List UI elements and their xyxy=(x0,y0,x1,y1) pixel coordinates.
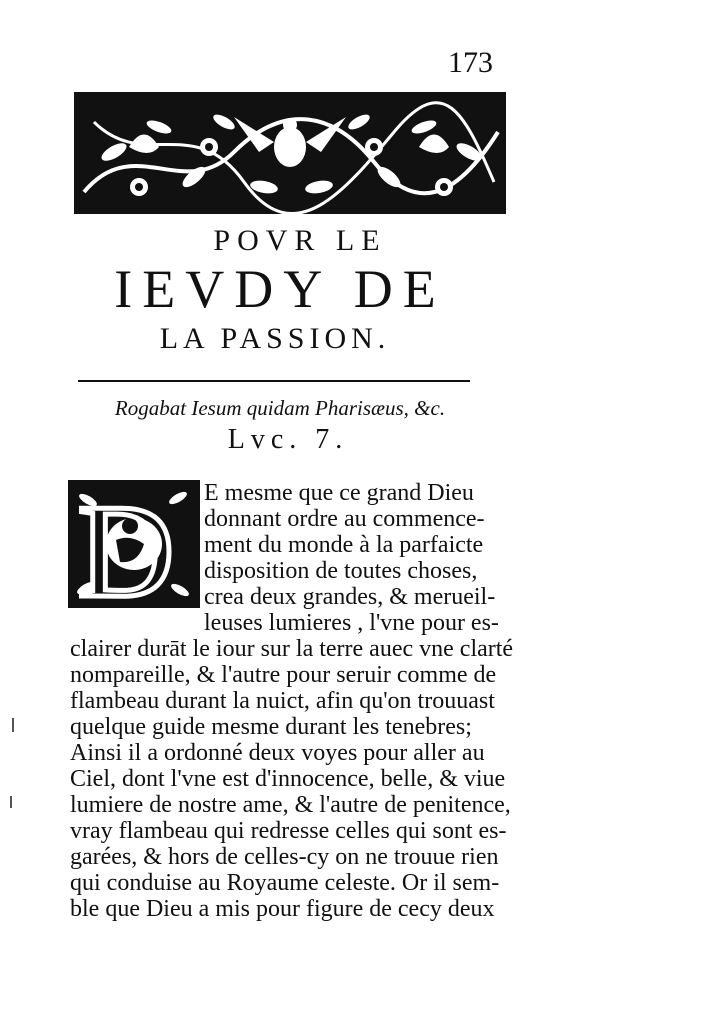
margin-mark xyxy=(12,718,14,732)
decorated-drop-cap xyxy=(68,480,200,608)
title-line-3: LA PASSION. xyxy=(159,322,391,355)
body-line: flambeau durant la nuict, afin qu'on trouuast xyxy=(70,688,495,714)
margin-mark xyxy=(10,796,12,808)
body-line: crea deux grandes, & merueil- xyxy=(204,584,496,610)
scripture-reference: Lvc. 7. xyxy=(227,424,349,455)
body-line: quelque guide mesme durant les tenebres; xyxy=(70,714,472,740)
body-line: ble que Dieu a mis pour figure de cecy deux xyxy=(70,896,495,922)
body-line: garées, & hors de celles-cy on ne trouue rien xyxy=(70,844,499,870)
body-line: leuses lumieres , l'vne pour es- xyxy=(204,610,499,636)
body-line: ment du monde à la parfaicte xyxy=(204,532,484,558)
body-line: lumiere de nostre ame, & l'autre de penitence, xyxy=(70,792,511,818)
body-line: nompareille, & l'autre pour seruir comme de xyxy=(70,662,497,688)
ornamental-headpiece xyxy=(74,92,506,214)
drop-cap-letter: D xyxy=(77,480,175,608)
horizontal-rule xyxy=(78,380,470,382)
body-line: qui conduise au Royaume celeste. Or il sem- xyxy=(70,870,500,896)
body-line: Ciel, dont l'vne est d'innocence, belle, & viue xyxy=(70,766,506,792)
page-number: 173 xyxy=(448,46,493,79)
body-line: Ainsi il a ordonné deux voyes pour aller au xyxy=(70,740,485,766)
body-line: clairer durāt le iour sur la terre auec vne clarté xyxy=(70,636,514,662)
body-line: vray flambeau qui redresse celles qui sont es- xyxy=(70,818,507,844)
body-line: donnant ordre au commence- xyxy=(204,506,485,532)
body-line: disposition de toutes choses, xyxy=(204,558,478,584)
title-line-2: IEVDY DE xyxy=(114,259,446,319)
epigraph: Rogabat Iesum quidam Pharisæus, &c. xyxy=(114,396,446,420)
title-line-1: POVR LE xyxy=(213,224,387,257)
body-line: E mesme que ce grand Dieu xyxy=(204,480,474,506)
